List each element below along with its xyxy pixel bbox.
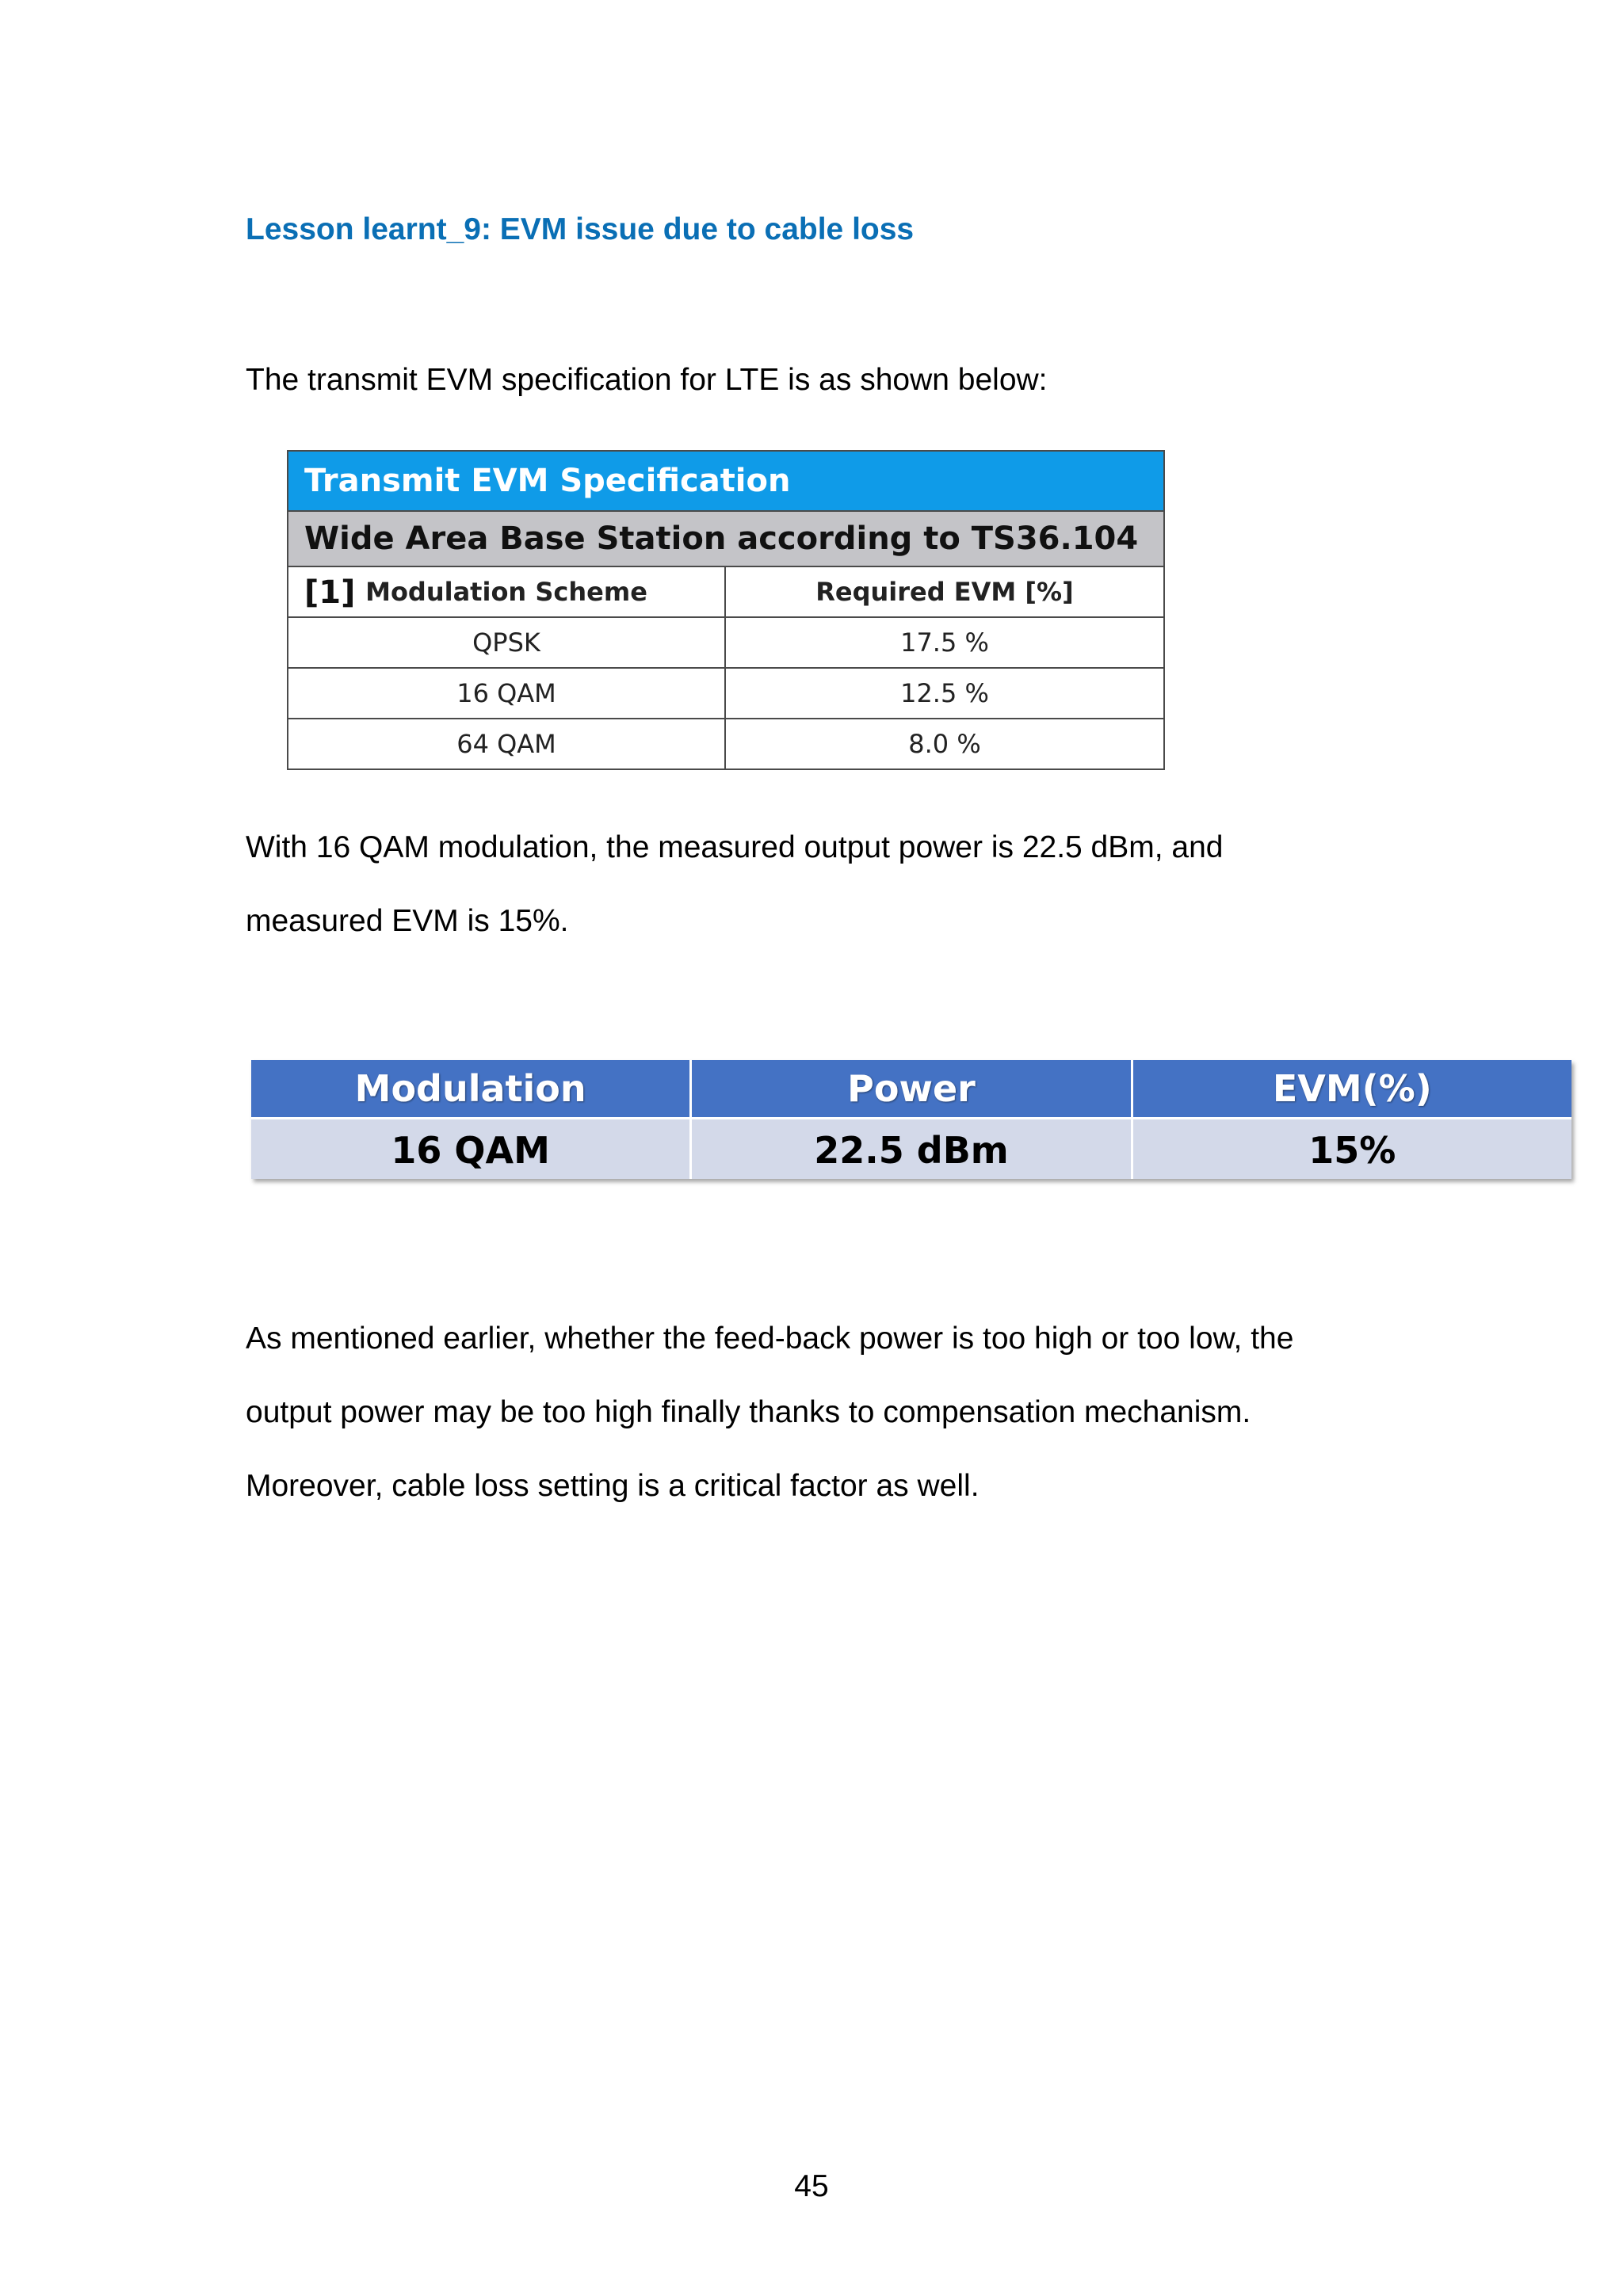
measurement-text-line-1: With 16 QAM modulation, the measured output power is 22.5 dBm, and — [246, 830, 1224, 864]
spec-table-header-row — [288, 567, 1163, 618]
table-row — [251, 1117, 1571, 1179]
meas-cell-modulation: 16 QAM — [251, 1117, 692, 1179]
intro-paragraph: The transmit EVM specification for LTE is as shown below: — [246, 363, 1048, 397]
section-heading: Lesson learnt_9: EVM issue due to cable loss — [246, 212, 915, 246]
spec-table-title: Transmit EVM Specification — [288, 452, 1163, 512]
conclusion-line-3: Moreover, cable loss setting is a critical factor as well. — [246, 1469, 980, 1503]
spec-header-modulation: Modulation Scheme — [288, 567, 726, 616]
table-row — [288, 669, 1163, 719]
spec-cell-modulation: 16 QAM — [288, 669, 726, 718]
conclusion-line-1: As mentioned earlier, whether the feed-back power is too high or too low, the — [246, 1322, 1294, 1356]
spec-cell-modulation: QPSK — [288, 618, 726, 667]
table-row — [288, 618, 1163, 669]
meas-header-evm: EVM(%) — [1133, 1060, 1571, 1117]
measurement-text-line-2: measured EVM is 15%. — [246, 904, 569, 938]
meas-header-modulation: Modulation — [251, 1060, 692, 1117]
conclusion-line-2: output power may be too high finally thanks to compensation mechanism. — [246, 1395, 1251, 1429]
spec-cell-evm: 17.5 % — [900, 627, 989, 658]
spec-cell-evm: 8.0 % — [908, 729, 981, 759]
meas-header-power: Power — [692, 1060, 1132, 1117]
table-row — [288, 719, 1163, 769]
meas-cell-evm: 15% — [1133, 1117, 1571, 1179]
measurement-table — [251, 1060, 1571, 1179]
spec-cell-modulation: 64 QAM — [288, 719, 726, 769]
meas-cell-power: 22.5 dBm — [692, 1117, 1132, 1179]
spec-header-required-evm: Required EVM [%] — [815, 577, 1074, 607]
spec-cell-evm: 12.5 % — [900, 678, 989, 708]
page-number: 45 — [794, 2169, 829, 2203]
measurement-table-header-row — [251, 1060, 1571, 1117]
evm-spec-table — [287, 450, 1165, 770]
spec-table-subtitle: Wide Area Base Station according to TS36.104 [1] — [288, 512, 1163, 567]
